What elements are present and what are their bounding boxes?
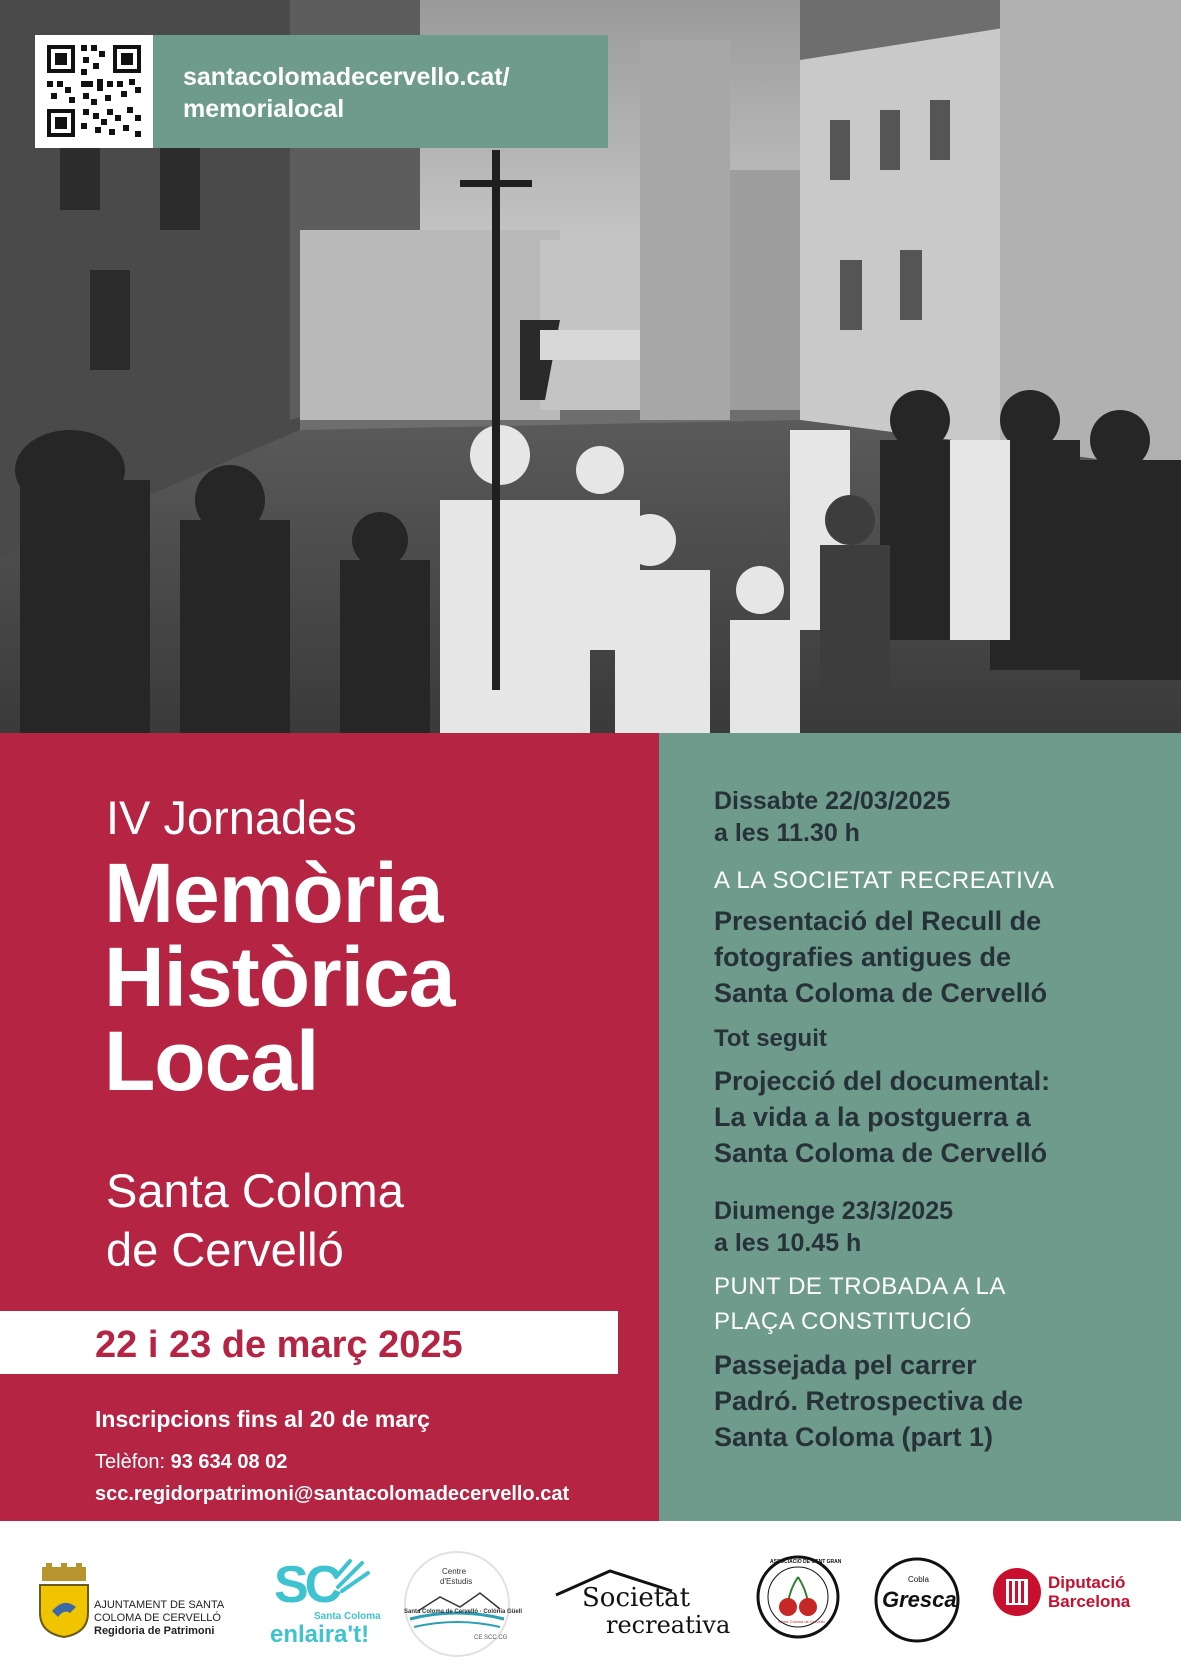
day2-date: Diumenge 23/3/2025: [714, 1197, 954, 1225]
cobla-gresca-logo[interactable]: [874, 1557, 960, 1643]
ajuntament-line-3: Regidoria de Patrimoni: [94, 1625, 215, 1637]
day2-heading: [714, 1195, 953, 1259]
sc-enlairat-logo[interactable]: [270, 1555, 380, 1655]
coat-of-arms-icon: [36, 1563, 92, 1639]
url-line-1: santacolomadecervello.cat/: [183, 63, 510, 91]
diputacio-emblem-icon: [992, 1567, 1042, 1617]
ce-abbr: CE.SCC.CG: [474, 1635, 508, 1641]
gent-gran-logo[interactable]: [756, 1555, 840, 1639]
day1-act2-line-2: La vida a la postguerra a: [714, 1102, 1031, 1132]
agg-bottom-text: Santa Coloma de Cervelló: [778, 1619, 825, 1624]
soc-line-2: recreativa: [606, 1611, 731, 1639]
url-line-2: memorialocal: [183, 95, 345, 123]
ce-line-1: Centre: [442, 1567, 467, 1576]
title-line-1: Memòria: [104, 846, 443, 940]
title-line-2: Històrica: [104, 930, 455, 1024]
ajuntament-line-1: AJUNTAMENT DE SANTA: [94, 1599, 225, 1611]
phone-label: Telèfon:: [95, 1451, 166, 1473]
town-line-2: de Cervelló: [106, 1223, 344, 1276]
day1-act1-line-1: Presentació del Recull de: [714, 906, 1042, 936]
day1-heading: [714, 785, 950, 849]
title-panel: [0, 733, 659, 1521]
day1-next-label: Tot seguit: [714, 1025, 827, 1052]
day2-place-line-2: PLAÇA CONSTITUCIÓ: [714, 1308, 972, 1335]
phone-number[interactable]: 93 634 08 02: [170, 1451, 288, 1473]
gresca-name: Gresca: [882, 1587, 957, 1612]
day1-date: Dissabte 22/03/2025: [714, 787, 951, 815]
societat-recreativa-logo[interactable]: [552, 1567, 732, 1647]
town-name: [106, 1161, 404, 1279]
ce-name: Santa Coloma de Cervelló · Colònia Güell: [404, 1609, 523, 1615]
centre-estudis-emblem-icon: [400, 1549, 515, 1659]
ce-line-2: d'Estudis: [440, 1577, 473, 1586]
ajuntament-text: [94, 1599, 224, 1638]
qr-code[interactable]: [35, 35, 153, 148]
phone-line: [95, 1451, 287, 1474]
memorial-url[interactable]: [183, 61, 510, 125]
dip-line-2: Barcelona: [1048, 1592, 1131, 1611]
soc-line-1: Societat: [582, 1583, 691, 1613]
centre-estudis-logo[interactable]: [400, 1549, 523, 1659]
event-title: [104, 846, 455, 1108]
date-banner: [0, 1311, 618, 1374]
qr-code-icon: [35, 35, 153, 148]
day1-act1-line-3: Santa Coloma de Cervelló: [714, 978, 1048, 1008]
contact-email[interactable]: scc.regidorpatrimoni@santacolomadecervello.cat: [95, 1483, 570, 1505]
dip-line-1: Diputació: [1048, 1573, 1126, 1592]
day1-act1-line-2: fotografies antigues de: [714, 942, 1012, 972]
day2-act-line-3: Santa Coloma (part 1): [714, 1422, 994, 1452]
registration-deadline: Inscripcions fins al 20 de març: [95, 1406, 430, 1432]
sc-letters: SC: [274, 1556, 339, 1614]
url-banner[interactable]: [153, 35, 608, 148]
day2-place-line-1: PUNT DE TROBADA A LA: [714, 1273, 1006, 1300]
day1-act2-line-1: Projecció del documental:: [714, 1066, 1051, 1096]
day1-place: A LA SOCIETAT RECREATIVA: [714, 867, 1055, 894]
day1-activity-2: [714, 1063, 1050, 1171]
splash-icon: [332, 1557, 372, 1597]
day2-time: a les 10.45 h: [714, 1229, 862, 1257]
ajuntament-line-2: COLOMA DE CERVELLÓ: [94, 1612, 221, 1624]
edition-label: IV Jornades: [106, 791, 357, 844]
day2-act-line-1: Passejada pel carrer: [714, 1350, 977, 1380]
day2-act-line-2: Padró. Retrospectiva de: [714, 1386, 1024, 1416]
cherries-badge-icon: [756, 1555, 840, 1639]
schedule-panel: [659, 733, 1181, 1521]
ajuntament-logo[interactable]: [36, 1563, 256, 1643]
day2-place: [714, 1269, 1006, 1339]
sc-slogan: enlaira't!: [270, 1621, 370, 1648]
town-line-1: Santa Coloma: [106, 1164, 404, 1217]
sponsor-logos: [0, 1521, 1181, 1670]
event-dates: 22 i 23 de març 2025: [95, 1324, 463, 1366]
day1-activity-1: [714, 903, 1047, 1011]
gresca-small: Cobla: [908, 1575, 929, 1584]
day1-act2-line-3: Santa Coloma de Cervelló: [714, 1138, 1048, 1168]
diputacio-text: [1048, 1573, 1130, 1611]
sc-small-text: Santa Coloma: [314, 1611, 381, 1622]
title-line-3: Local: [104, 1014, 319, 1108]
day2-activity: [714, 1347, 1023, 1455]
diputacio-barcelona-logo[interactable]: [992, 1567, 1162, 1627]
day1-time: a les 11.30 h: [714, 819, 860, 847]
agg-top-text: ASSOCIACIÓ DE GENT GRAN: [770, 1559, 842, 1565]
historic-photo: [0, 0, 1181, 733]
